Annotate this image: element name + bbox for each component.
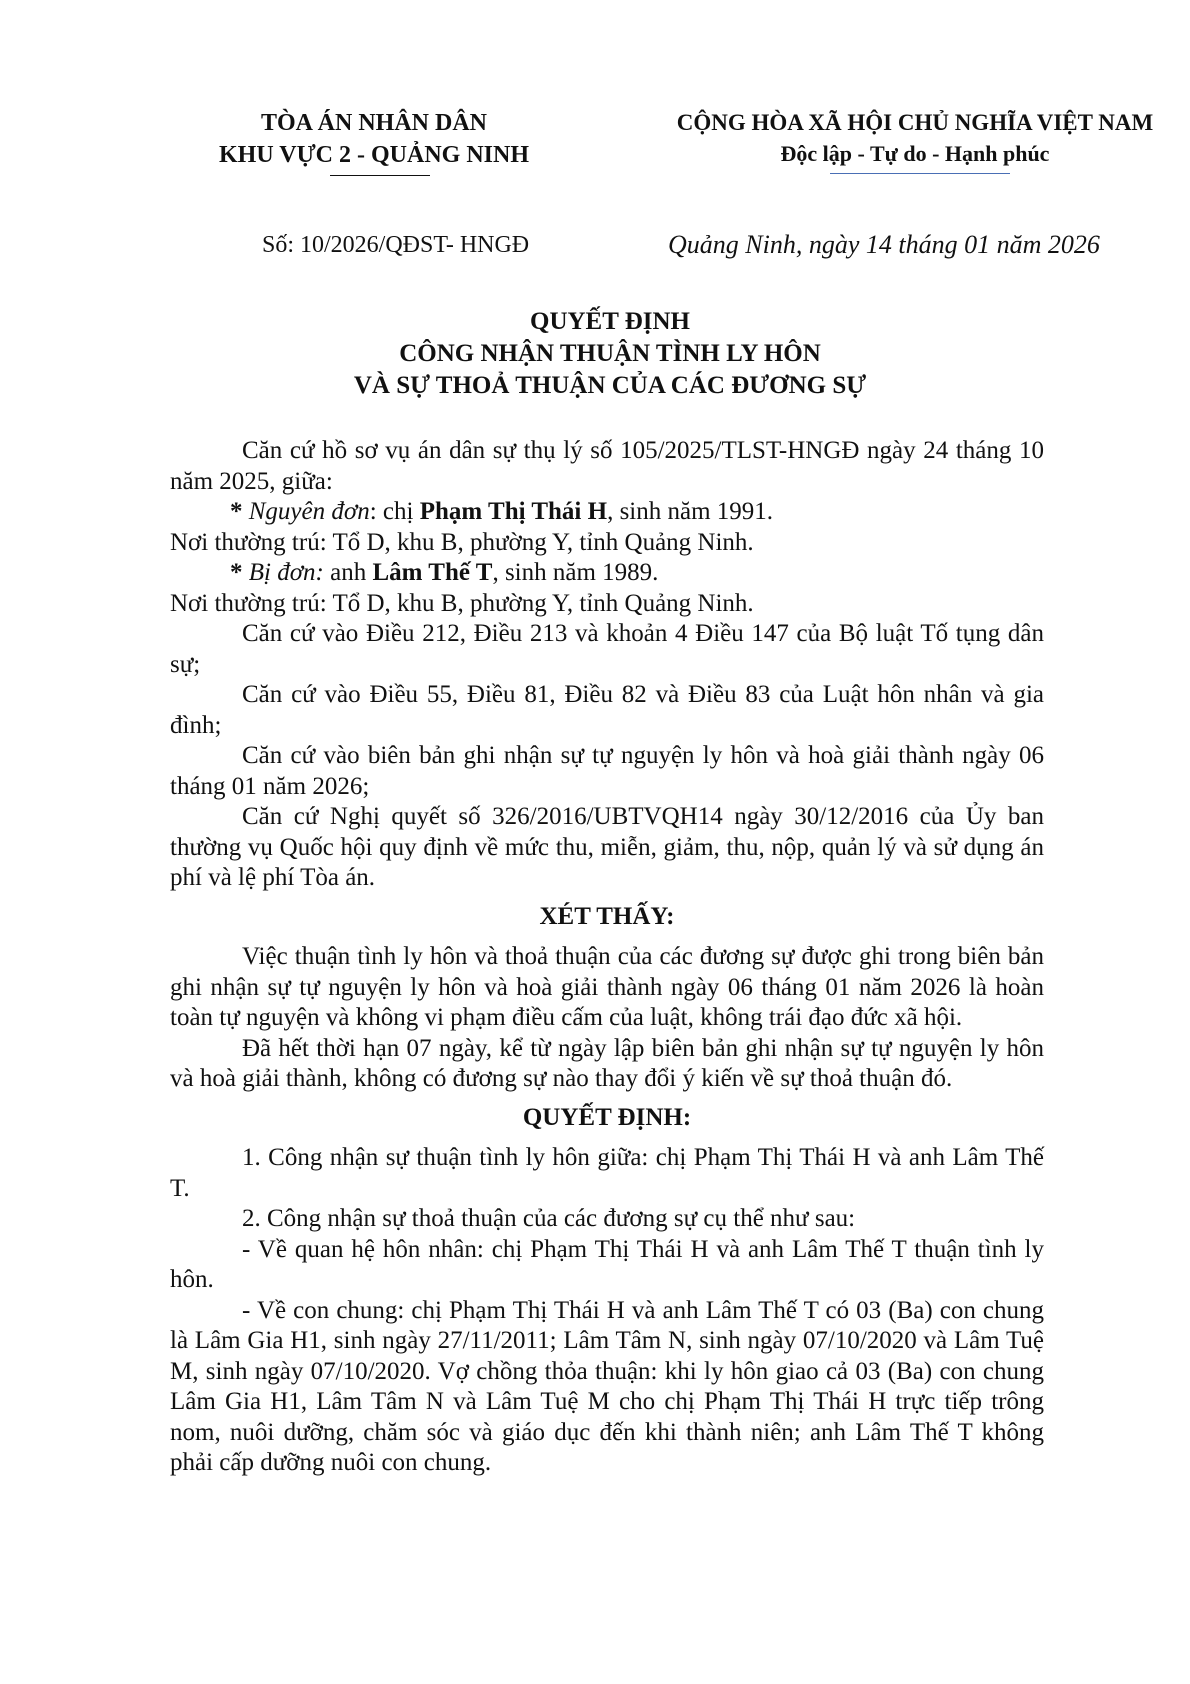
document-title [170, 306, 1050, 402]
decision-2: 2. Công nhận sự thoả thuận của các đương sự cụ thể như sau: [242, 1205, 856, 1232]
national-motto: Độc lập - Tự do - Hạnh phúc [780, 141, 1050, 166]
legal-basis-4: Căn cứ Nghị quyết số 326/2016/UBTVQH14 ngày 30/12/2016 của Ủy ban thường vụ Quốc hội quy định về mức thu, miễn, giảm, thu, nộp, quản lý và sử dụng án phí và lệ phí Tòa án. [170, 803, 1044, 891]
defendant-label: Bị đơn: [248, 559, 324, 586]
title-line2: CÔNG NHẬN THUẬN TÌNH LY HÔN [399, 340, 821, 367]
place-and-date: Quảng Ninh, ngày 14 tháng 01 năm 2026 [668, 230, 1100, 259]
motto-underline [830, 173, 1010, 174]
defendant-name: Lâm Thế T [372, 559, 493, 586]
legal-basis-2: Căn cứ vào Điều 55, Điều 81, Điều 82 và Điều 83 của Luật hôn nhân và gia đình; [170, 681, 1044, 739]
court-name-block [200, 107, 548, 171]
court-name-line1: TÒA ÁN NHÂN DÂN [260, 110, 487, 136]
title-line1: QUYẾT ĐỊNH [530, 308, 690, 335]
court-name-underline [330, 175, 430, 176]
defendant-tail: , sinh năm 1989. [492, 559, 659, 586]
national-motto-block [660, 107, 1170, 169]
plaintiff-name: Phạm Thị Thái H [419, 498, 608, 525]
plaintiff-label: Nguyên đơn [248, 498, 370, 525]
decision-heading: QUYẾT ĐỊNH: [522, 1103, 692, 1131]
plaintiff-mid: : chị [369, 498, 420, 525]
decision-2b: - Về con chung: chị Phạm Thị Thái H và anh Lâm Thế T có 03 (Ba) con chung là Lâm Gia H1, sinh ngày 27/11/2011; Lâm Tâm N, sinh ngày 07/10/2020 và Lâm Tuệ M, sinh ngày 07/10/2020. Vợ chồng thỏa thuận: khi ly hôn giao cả 03 (Ba) con chung Lâm Gia H1, Lâm Tâm N và Lâm Tuệ M cho chị Phạm Thị Thái H trực tiếp trông nom, nuôi dưỡng, chăm sóc và giáo dục đến khi thành niên; anh Lâm Thế T không phải cấp dưỡng nuôi con chung. [170, 1296, 1044, 1476]
plaintiff-tail: , sinh năm 1991. [607, 498, 774, 525]
plaintiff-address: Nơi thường trú: Tổ D, khu B, phường Y, tỉnh Quảng Ninh. [170, 528, 754, 556]
defendant-line [170, 558, 1044, 589]
defendant-address: Nơi thường trú: Tổ D, khu B, phường Y, tỉnh Quảng Ninh. [170, 589, 754, 617]
plaintiff-line [170, 497, 1044, 528]
decision-2a: - Về quan hệ hôn nhân: chị Phạm Thị Thái H và anh Lâm Thế T thuận tình ly hôn. [170, 1235, 1044, 1293]
title-line3: VÀ SỰ THOẢ THUẬN CỦA CÁC ĐƯƠNG SỰ [353, 372, 867, 399]
findings-heading: XÉT THẤY: [539, 902, 675, 930]
document-number: Số: 10/2026/QĐST- HNGĐ [262, 232, 530, 258]
legal-basis-3: Căn cứ vào biên bản ghi nhận sự tự nguyện ly hôn và hoà giải thành ngày 06 tháng 01 năm 2026; [170, 742, 1044, 800]
finding-1: Việc thuận tình ly hôn và thoả thuận của các đương sự được ghi trong biên bản ghi nhận sự tự nguyện ly hôn và hoà giải thành ngày 06 tháng 01 năm 2026 là hoàn toàn tự nguyện và không vi phạm điều cấm của luật, không trái đạo đức xã hội. [170, 943, 1044, 1031]
defendant-star: * [230, 559, 249, 586]
court-name-line2: KHU VỰC 2 - QUẢNG NINH [219, 142, 529, 168]
document-body [170, 436, 1044, 1479]
plaintiff-star: * [230, 498, 249, 525]
case-basis-paragraph: Căn cứ hồ sơ vụ án dân sự thụ lý số 105/2025/TLST-HNGĐ ngày 24 tháng 10 năm 2025, giữa: [170, 437, 1044, 495]
finding-2: Đã hết thời hạn 07 ngày, kể từ ngày lập biên bản ghi nhận sự tự nguyện ly hôn và hoà giải thành, không có đương sự nào thay đổi ý kiến về sự thoả thuận đó. [170, 1034, 1044, 1092]
legal-basis-1: Căn cứ vào Điều 212, Điều 213 và khoản 4 Điều 147 của Bộ luật Tố tụng dân sự; [170, 620, 1044, 678]
decision-1: 1. Công nhận sự thuận tình ly hôn giữa: chị Phạm Thị Thái H và anh Lâm Thế T. [170, 1144, 1044, 1202]
country-name: CỘNG HÒA XÃ HỘI CHỦ NGHĨA VIỆT NAM [676, 110, 1154, 135]
defendant-mid: anh [323, 559, 373, 586]
